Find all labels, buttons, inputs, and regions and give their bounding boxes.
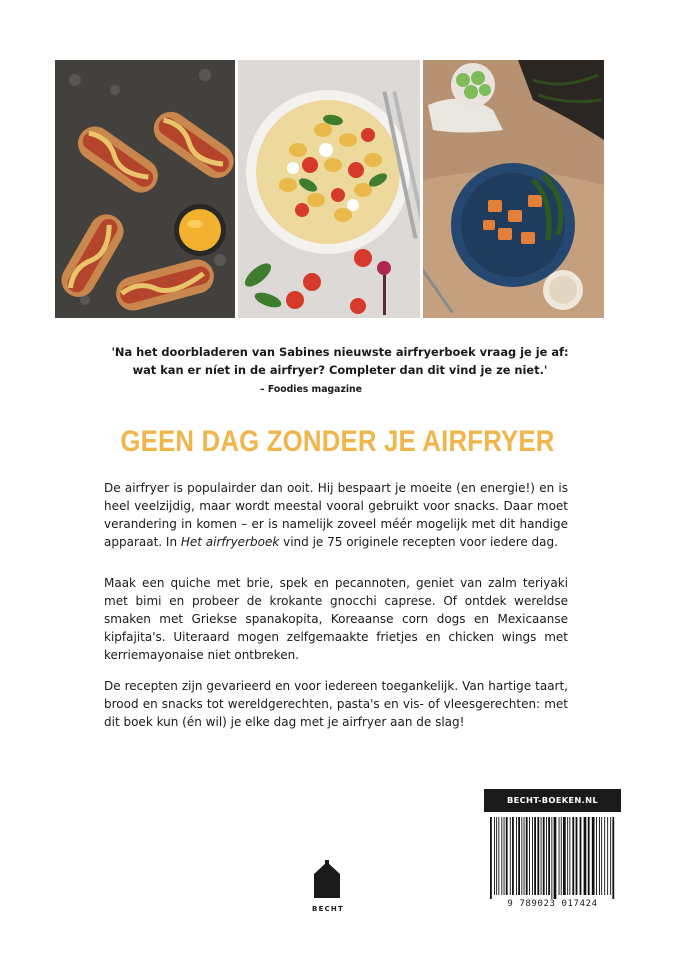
body-text: vind je 75 originele recepten voor iedere dag. [279,535,558,549]
publisher-name: BECHT [312,905,344,913]
photo-gnocchi [238,60,420,318]
isbn-number: 9 789023 017424 [484,899,621,909]
review-source: – Foodies magazine [260,384,362,395]
photo-hotdogs [55,60,235,318]
house-icon [312,860,342,904]
body-paragraph-1 [104,479,568,551]
headline: GEEN DAG ZONDER JE AIRFRYER [120,425,555,458]
book-title: Het airfryerboek [180,535,280,549]
review-quote: 'Na het doorbladeren van Sabines nieuwste airfryerboek vraag je je af: wat kan er níet in de airfryer? Completer dan dit vind je ze niet.' [111,345,569,377]
isbn-barcode [484,815,621,909]
body-text: De airfryer is populairder dan ooit. Hij bespaart je moeite (en energie!) en is heel veelzijdig, maar wordt meestal vooral gebruikt voor snacks. Daar moet verandering in komen – er is namelijk zoveel méér mogelijk met dit handige apparaat. In [104,481,568,549]
publisher-website[interactable]: BECHT-BOEKEN.NL [484,789,621,812]
body-paragraph-2: Maak een quiche met brie, spek en pecannoten, geniet van zalm teriyaki met bimi en probeer de krokante gnocchi caprese. Of ontdek wereldse smaken met Griekse spanakopita, Koreaanse corn dogs en Mexicaanse kipfajita's. Uiteraard mogen zelfgemaakte frietjes en chicken wings met kerriemayonaise niet ontbreken. [104,576,568,662]
body-paragraph-3: De recepten zijn gevarieerd en voor iedereen toegankelijk. Van hartige taart, brood en snacks tot wereldgerechten, pasta's en vis- of vleesgerechten: met dit boek kun (én wil) je elke dag met je airfryer aan de slag! [104,679,568,729]
photo-bowl [423,60,604,318]
